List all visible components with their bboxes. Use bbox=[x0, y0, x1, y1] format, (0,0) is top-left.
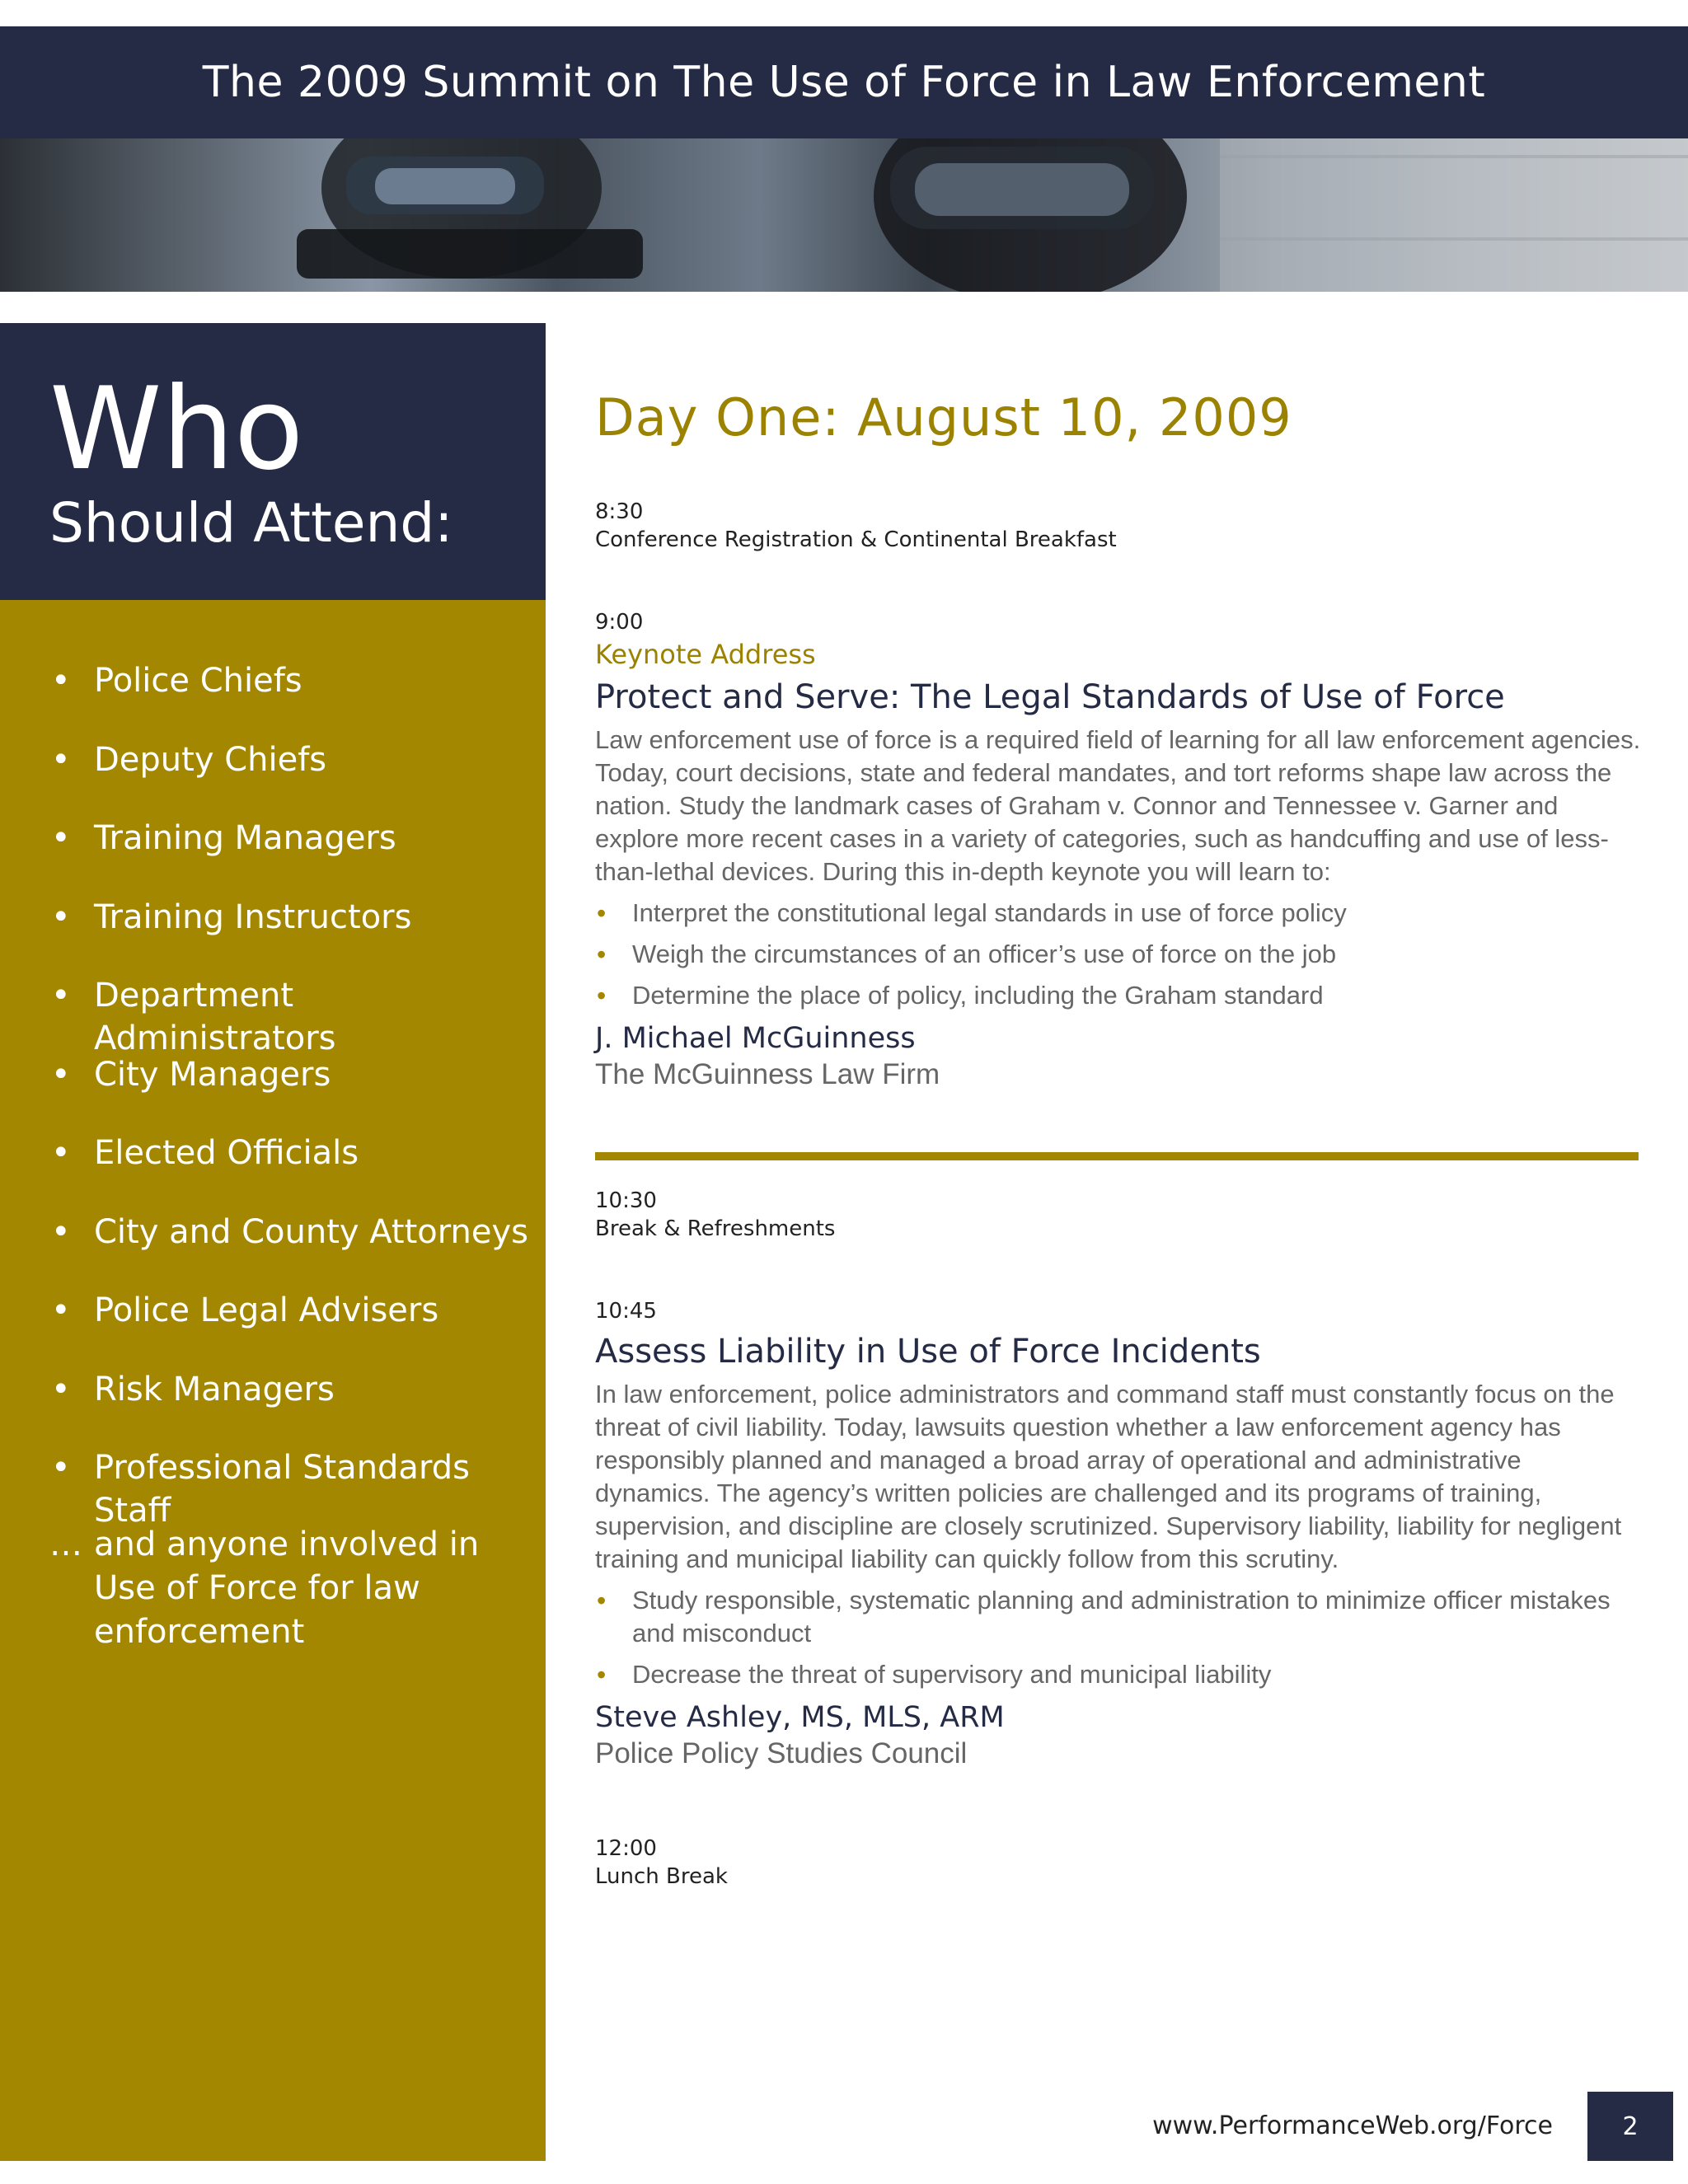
session-label: Conference Registration & Continental Breakfast bbox=[595, 527, 1117, 552]
bullet-icon: • bbox=[51, 1449, 71, 1487]
session-break bbox=[595, 1187, 1642, 1243]
who-heading: Who bbox=[49, 363, 304, 495]
bullet-icon: • bbox=[51, 977, 71, 1015]
session-title: Assess Liability in Use of Force Incidents bbox=[595, 1333, 1261, 1371]
attendee-closing-text: and anyone involved in Use of Force for law enforcement bbox=[94, 1526, 480, 1651]
bullet-icon: • bbox=[51, 1212, 71, 1251]
ellipsis: … bbox=[49, 1526, 82, 1563]
should-attend-heading: Should Attend: bbox=[49, 491, 453, 555]
swat-officers-photo bbox=[0, 138, 1688, 292]
page-title: The 2009 Summit on The Use of Force in Law Enforcement bbox=[202, 58, 1486, 107]
bullet-icon: • bbox=[51, 1291, 71, 1329]
attendee-list bbox=[49, 659, 544, 1530]
list-item: • Elected Officials bbox=[49, 1132, 544, 1211]
session-time: 12:00 bbox=[595, 1836, 657, 1861]
session-bullet-list bbox=[595, 897, 1642, 1012]
bullet-icon: • bbox=[51, 1134, 71, 1172]
list-item: • Police Legal Advisers bbox=[49, 1289, 544, 1368]
section-divider bbox=[595, 1152, 1639, 1160]
session-description: In law enforcement, police administrators and command staff must constantly focus on the threat of civil liability. Today, lawsuits question whether a law enforcement agency has responsibly planned and managed a broad array of operational and administrative dynamics. The agency’s written policies are challenged and its programs of training, supervision, and discipline are closely scrutinized. Supervisory liability, liability for negligent training and municipal liability can quickly follow from this scrutiny. bbox=[595, 1380, 1622, 1573]
list-item: • Training Managers bbox=[49, 817, 544, 896]
footer-url-link[interactable]: www.PerformanceWeb.org/Force bbox=[1152, 2111, 1553, 2140]
day-title: Day One: August 10, 2009 bbox=[595, 387, 1292, 448]
session-time: 10:30 bbox=[595, 1188, 657, 1213]
bullet-icon: • bbox=[51, 1370, 71, 1408]
speaker-name: J. Michael McGuinness bbox=[595, 1022, 916, 1055]
session-bullet-list bbox=[595, 1584, 1642, 1691]
session-registration bbox=[595, 498, 1642, 554]
header-photo-banner bbox=[0, 138, 1688, 292]
list-item: • Risk Managers bbox=[49, 1368, 544, 1447]
session-title: Protect and Serve: The Legal Standards of Use of Force bbox=[595, 678, 1505, 716]
bullet-icon: • bbox=[51, 662, 71, 700]
who-should-attend-header bbox=[0, 323, 546, 600]
attendee-list-panel bbox=[0, 600, 546, 2161]
session-time: 8:30 bbox=[595, 499, 644, 524]
session-label: Lunch Break bbox=[595, 1864, 728, 1889]
bullet-icon: • bbox=[597, 940, 607, 969]
bullet-icon: • bbox=[597, 898, 607, 928]
list-item: • Interpret the constitutional legal standards in use of force policy bbox=[597, 898, 1347, 928]
list-item: • Study responsible, systematic planning and administration to minimize officer mistakes and misconduct bbox=[597, 1586, 1611, 1647]
attendee-closing bbox=[49, 1523, 544, 1654]
list-item: • Determine the place of policy, including the Graham standard bbox=[597, 981, 1324, 1010]
list-item: • Weigh the circumstances of an officer’s use of force on the job bbox=[597, 940, 1337, 969]
speaker-name: Steve Ashley, MS, MLS, ARM bbox=[595, 1701, 1005, 1734]
bullet-icon: • bbox=[597, 981, 607, 1010]
bullet-icon: • bbox=[51, 1055, 71, 1094]
session-lunch bbox=[595, 1835, 1642, 1891]
session-time: 10:45 bbox=[595, 1299, 657, 1324]
page-title-bar bbox=[0, 26, 1688, 138]
list-item: • Police Chiefs bbox=[49, 659, 544, 738]
page-number: 2 bbox=[1587, 2092, 1673, 2161]
list-item: • Training Instructors bbox=[49, 896, 544, 975]
speaker-organization: Police Policy Studies Council bbox=[595, 1737, 968, 1769]
session-label: Break & Refreshments bbox=[595, 1216, 836, 1241]
bullet-icon: • bbox=[51, 740, 71, 779]
speaker-organization: The McGuinness Law Firm bbox=[595, 1058, 940, 1090]
list-item: • Department Administrators bbox=[49, 974, 544, 1053]
bullet-icon: • bbox=[597, 1586, 607, 1615]
bullet-icon: • bbox=[51, 898, 71, 936]
session-description: Law enforcement use of force is a required field of learning for all law enforcement agencies. Today, court decisions, state and federal mandates, and tort reforms shape law across the nation. Study the landmark cases of Graham v. Connor and Tennessee v. Garner and explore more recent cases in a variety of categories, such as handcuffing and use of less-than-lethal devices. During this in-depth keynote you will learn to: bbox=[595, 725, 1641, 886]
session-kicker: Keynote Address bbox=[595, 639, 816, 670]
session-time: 9:00 bbox=[595, 610, 644, 635]
session-keynote bbox=[595, 608, 1642, 1093]
bullet-icon: • bbox=[51, 819, 71, 857]
bullet-icon: • bbox=[597, 1660, 607, 1690]
list-item: • City Managers bbox=[49, 1053, 544, 1132]
session-liability bbox=[595, 1297, 1642, 1772]
list-item: • Decrease the threat of supervisory and municipal liability bbox=[597, 1660, 1272, 1690]
list-item: • Professional Standards Staff bbox=[49, 1446, 544, 1526]
list-item: • City and County Attorneys bbox=[49, 1211, 544, 1290]
list-item: • Deputy Chiefs bbox=[49, 738, 544, 818]
